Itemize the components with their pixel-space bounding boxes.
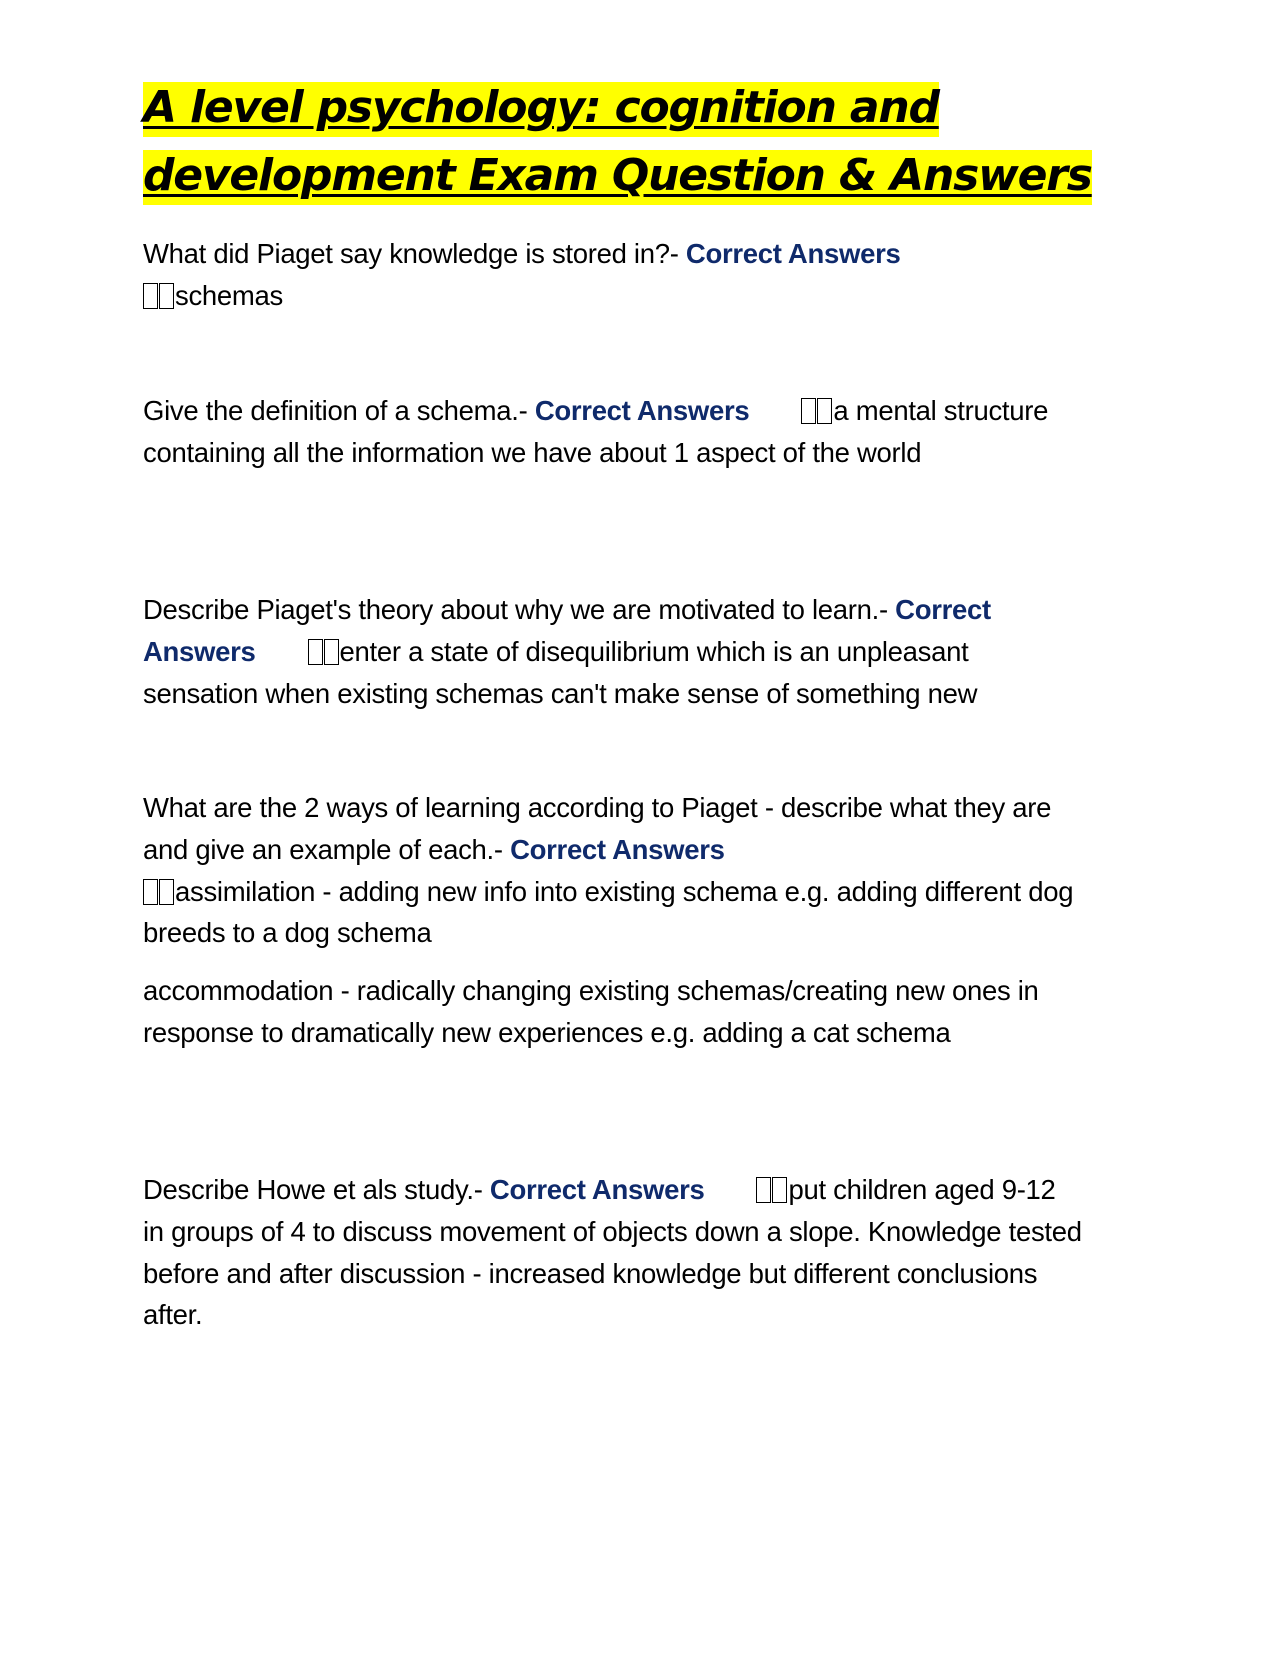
question-text: Describe Howe et als study.- — [143, 1174, 490, 1205]
answer-text-extra: accommodation - radically changing existing schemas/creating new ones in response to dramatically new experiences e.g. adding a cat schema — [143, 975, 1039, 1048]
answer-text: a mental structure containing all the information we have about 1 aspect of the world — [143, 395, 1049, 468]
missing-glyph-icon — [308, 639, 323, 665]
missing-glyph-icon — [756, 1177, 771, 1203]
question-text: Describe Piaget's theory about why we are motivated to learn.- — [143, 594, 896, 625]
missing-glyph-icon — [159, 283, 174, 309]
question-text: What are the 2 ways of learning according to Piaget - describe what they are and give an example of each.- — [143, 792, 1052, 865]
missing-glyph-icon — [143, 879, 158, 905]
correct-answers-label: Correct Answers — [143, 594, 991, 667]
qa-item-4 — [143, 787, 1083, 954]
title-line-2: development Exam Question & Answers — [143, 150, 1092, 205]
missing-glyph-icon — [324, 639, 339, 665]
qa-item-5 — [143, 1169, 1083, 1336]
answer-text: assimilation - adding new info into existing schema e.g. adding different dog breeds to a dog schema — [143, 875, 1074, 949]
missing-glyph-icon — [159, 879, 174, 905]
document-title — [143, 74, 1103, 210]
correct-answers-label: Correct Answers — [489, 1174, 705, 1205]
answer-text: schemas — [175, 279, 283, 311]
qa-item-2 — [143, 390, 1083, 474]
missing-glyph-icon — [143, 283, 158, 309]
question-text: Give the definition of a schema.- — [143, 395, 535, 426]
missing-glyph-icon — [801, 398, 816, 424]
title-line-1: A level psychology: cognition and — [143, 82, 939, 137]
correct-answers-label: Correct Answers — [510, 833, 725, 865]
answer-text: enter a state of disequilibrium which is an unpleasant sensation when existing schemas can't make sense of something new — [143, 635, 978, 709]
qa-item-3 — [143, 589, 1083, 714]
question-text: What did Piaget say knowledge is stored in?- — [143, 238, 686, 269]
qa-item-4-continuation — [143, 970, 1083, 1054]
missing-glyph-icon — [772, 1177, 787, 1203]
answer-text: put children aged 9-12 in groups of 4 to discuss movement of objects down a slope. Knowledge tested before and after discussion - increased knowledge but different conclusions after. — [143, 1174, 1082, 1331]
qa-item-1 — [143, 233, 1083, 317]
correct-answers-label: Correct Answers — [534, 395, 750, 426]
correct-answers-label: Correct Answers — [685, 238, 901, 269]
missing-glyph-icon — [817, 398, 832, 424]
